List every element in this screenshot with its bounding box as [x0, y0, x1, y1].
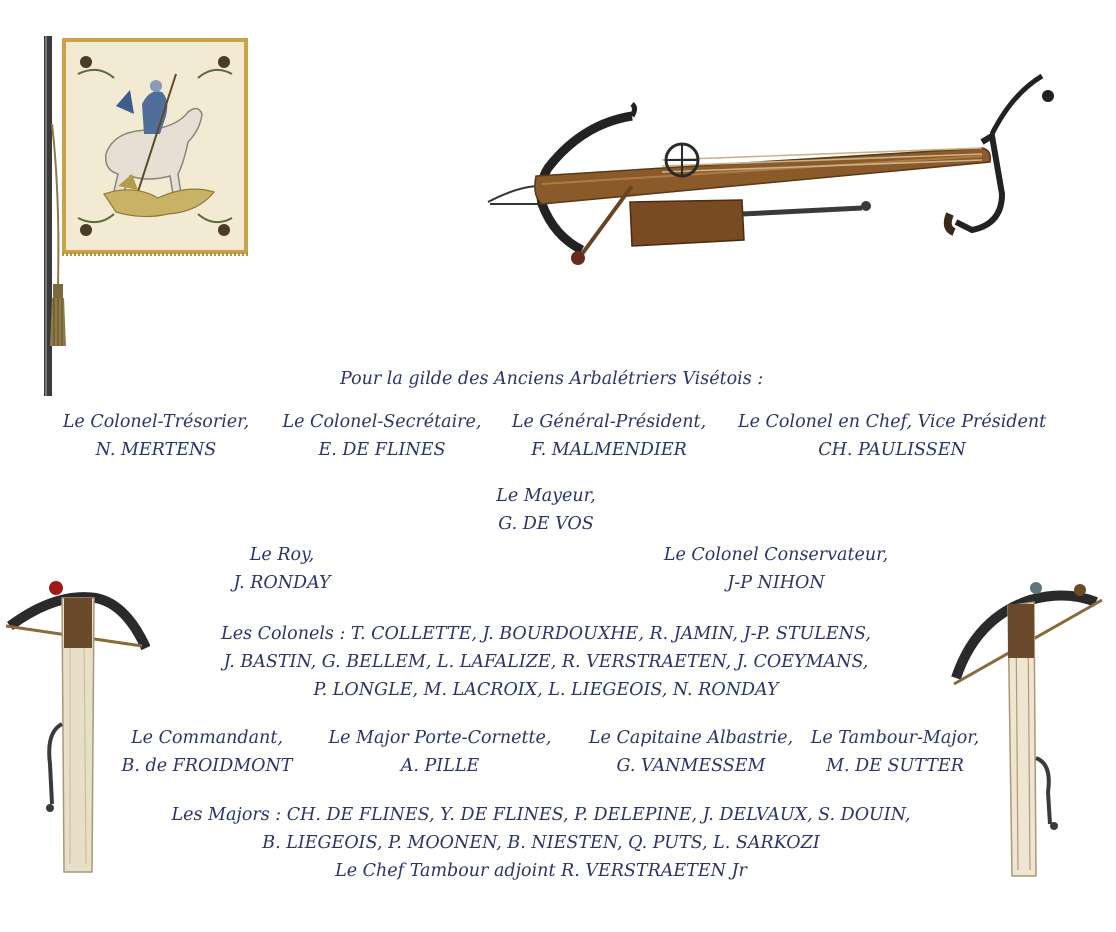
officer-roy — [182, 541, 382, 597]
officer-name: CH. PAULISSEN — [818, 440, 966, 460]
officer-title: Le Tambour-Major, — [810, 728, 980, 748]
officer-conservateur — [656, 541, 896, 597]
officer-title: Le Roy, — [249, 545, 315, 565]
officer-title: Le Commandant, — [131, 728, 283, 748]
officer-president — [506, 408, 712, 464]
officer-title: Le Colonel en Chef, Vice Président — [738, 412, 1047, 432]
officer-name: B. de FROIDMONT — [121, 756, 293, 776]
officer-tambour-major — [806, 724, 984, 780]
officer-name: F. MALMENDIER — [531, 440, 687, 460]
saint-george-banner — [38, 34, 254, 400]
officer-porte-cornette — [322, 724, 558, 780]
officer-name: N. MERTENS — [95, 440, 217, 460]
officer-title: Le Capitaine Albastrie, — [588, 728, 794, 748]
officer-name: J. RONDAY — [233, 573, 331, 593]
colonels-line: J. BASTIN, G. BELLEM, L. LAFALIZE, R. VERSTRAETEN, J. COEYMANS, — [223, 652, 869, 672]
officer-title: Le Colonel Conservateur, — [663, 545, 889, 565]
heading: Pour la gilde des Anciens Arbalétriers Visétois : — [340, 369, 764, 389]
officer-title: Le Colonel-Secrétaire, — [282, 412, 482, 432]
officer-title: Le Major Porte-Cornette, — [328, 728, 552, 748]
officer-name: M. DE SUTTER — [826, 756, 964, 776]
officer-name: E. DE FLINES — [318, 440, 446, 460]
officer-title: Le Colonel-Trésorier, — [62, 412, 250, 432]
arbalest-crossbow — [482, 64, 1058, 270]
officer-commandant — [112, 724, 302, 780]
majors-line: Les Majors : CH. DE FLINES, Y. DE FLINES, P. DELEPINE, J. DELVAUX, S. DOUIN, — [171, 805, 911, 825]
officer-name: A. PILLE — [400, 756, 480, 776]
officer-title: Le Mayeur, — [496, 486, 596, 506]
majors-line: B. LIEGEOIS, P. MOONEN, B. NIESTEN, Q. PUTS, L. SARKOZI — [262, 833, 820, 853]
officer-albastrie — [582, 724, 800, 780]
officer-mayeur — [446, 482, 646, 538]
officer-treasurer — [56, 408, 256, 464]
colonels-line: Les Colonels : T. COLLETTE, J. BOURDOUXHE, R. JAMIN, J-P. STULENS, — [221, 624, 871, 644]
colonels-line: P. LONGLE, M. LACROIX, L. LIEGEOIS, N. RONDAY — [313, 680, 779, 700]
officer-name: J-P NIHON — [727, 573, 825, 593]
officer-name: G. VANMESSEM — [616, 756, 766, 776]
officer-secretary — [281, 408, 483, 464]
colonels-list — [196, 620, 896, 704]
officer-chief-colonel — [738, 408, 1046, 464]
officer-name: G. DE VOS — [498, 514, 594, 534]
majors-line: Le Chef Tambour adjoint R. VERSTRAETEN Jr — [335, 861, 747, 881]
majors-list — [166, 801, 916, 885]
officer-title: Le Général-Président, — [511, 412, 707, 432]
